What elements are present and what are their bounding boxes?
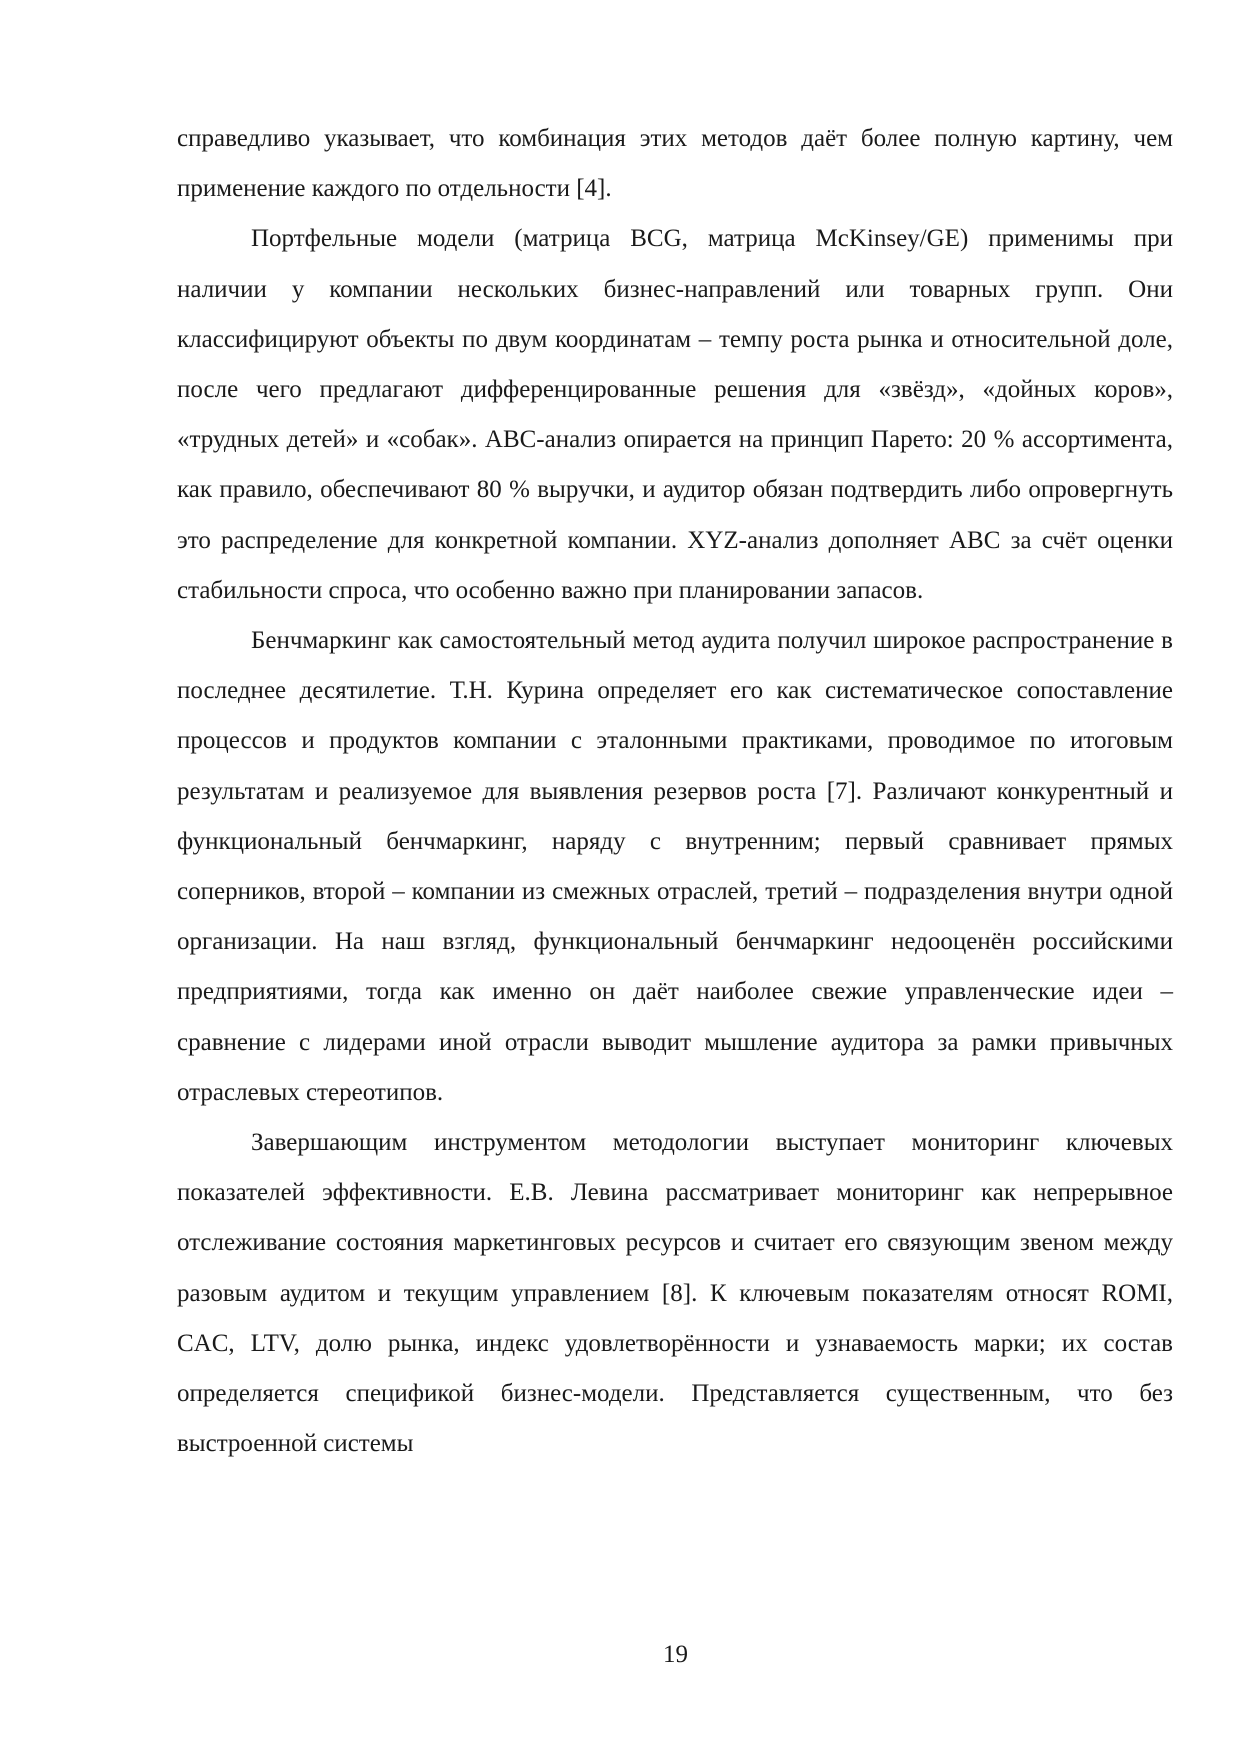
page-number: 19: [663, 1641, 688, 1668]
paragraph-benchmarking: Бенчмаркинг как самостоятельный метод аудита получил широкое распространение в последнее десятилетие. Т.Н. Курина определяет его как систематическое сопоставление процессов и продуктов компании с эталонными практиками, проводимое по итоговым результатам и реализуемое для выявления резервов роста [7]. Различают конкурентный и функциональный бенчмаркинг, наряду с внутренним; первый сравнивает прямых соперников, второй – компании из смежных отраслей, третий – подразделения внутри одной организации. На наш взгляд, функциональный бенчмаркинг недооценён российскими предприятиями, тогда как именно он даёт наиболее свежие управленческие идеи – сравнение с лидерами иной отрасли выводит мышление аудитора за рамки привычных отраслевых стереотипов.: [177, 627, 1173, 1106]
paragraph-portfolio-models: Портфельные модели (матрица BCG, матрица McKinsey/GE) применимы при наличии у компании нескольких бизнес-направлений или товарных групп. Они классифицируют объекты по двум координатам – темпу роста рынка и относительной доле, после чего предлагают дифференцированные решения для «звёзд», «дойных коров», «трудных детей» и «собак». ABC-анализ опирается на принцип Парето: 20 % ассортимента, как правило, обеспечивают 80 % выручки, и аудитор обязан подтвердить либо опровергнуть это распределение для конкретной компании. XYZ-анализ дополняет ABC за счёт оценки стабильности спроса, что особенно важно при планировании запасов.: [177, 225, 1173, 604]
paragraph-kpi-monitoring: Завершающим инструментом методологии выступает мониторинг ключевых показателей эффективности. Е.В. Левина рассматривает мониторинг как непрерывное отслеживание состояния маркетинговых ресурсов и считает его связующим звеном между разовым аудитом и текущим управлением [8]. К ключевым показателям относят ROMI, CAC, LTV, долю рынка, индекс удовлетворённости и узнаваемость марки; их состав определяется спецификой бизнес-модели. Представляется существенным, что без выстроенной системы: [177, 1129, 1173, 1458]
body-text: [177, 114, 1173, 1469]
paragraph-continuation: справедливо указывает, что комбинация этих методов даёт более полную картину, чем применение каждого по отдельности [4].: [177, 125, 1173, 203]
